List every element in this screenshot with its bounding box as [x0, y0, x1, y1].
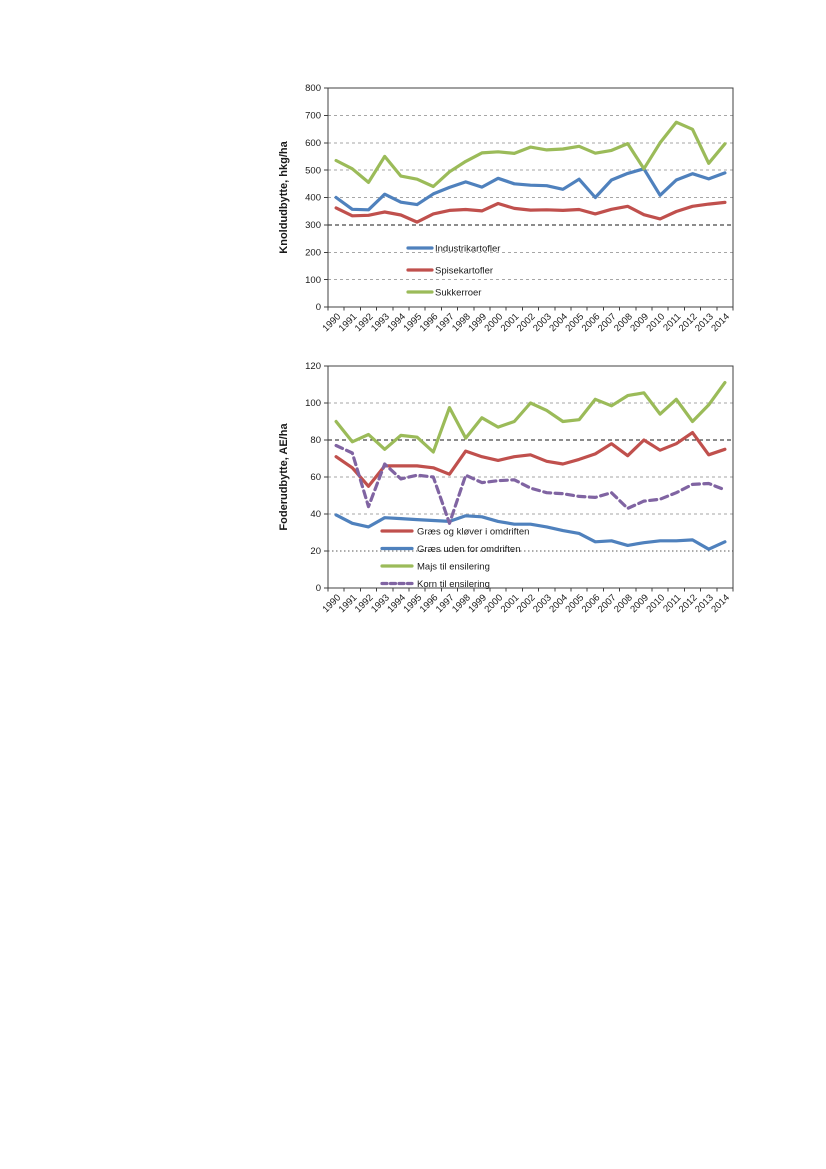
y-tick-label: 200 [305, 247, 321, 259]
x-tick-label: 1998 [450, 311, 473, 335]
y-tick-label: 100 [305, 274, 321, 286]
x-tick-label: 2004 [547, 592, 571, 616]
x-tick-label: 2005 [563, 311, 587, 335]
legend-label: Industrikartofler [435, 243, 501, 255]
series-line-majs-til-ensilering [336, 383, 725, 452]
x-tick-label: 2006 [579, 592, 603, 616]
legend-label: Græs uden for omdriften [417, 543, 521, 555]
x-tick-label: 1991 [336, 311, 360, 335]
x-tick-label: 2013 [693, 311, 716, 335]
x-tick-label: 2012 [676, 311, 700, 335]
y-tick-label: 100 [305, 398, 321, 410]
x-tick-label: 1996 [417, 592, 441, 616]
x-tick-label: 1994 [385, 311, 409, 335]
legend-label: Spisekartofler [435, 265, 494, 277]
x-tick-label: 2010 [644, 592, 668, 616]
x-tick-label: 2008 [612, 311, 635, 335]
x-tick-label: 2002 [514, 311, 538, 335]
x-tick-label: 1996 [417, 311, 441, 335]
x-tick-label: 2010 [644, 311, 668, 335]
x-tick-label: 2011 [661, 592, 684, 615]
x-tick-label: 2014 [709, 592, 733, 616]
x-tick-label: 2007 [595, 311, 619, 335]
y-tick-label: 120 [305, 361, 321, 373]
x-tick-label: 1993 [369, 311, 392, 335]
y-tick-label: 60 [310, 472, 321, 484]
x-tick-label: 1992 [352, 592, 376, 616]
x-tick-label: 1999 [466, 311, 490, 335]
y-tick-label: 0 [315, 302, 321, 314]
y-tick-label: 80 [310, 435, 321, 447]
series-line-industrikartofler [336, 169, 725, 210]
x-tick-label: 2009 [628, 592, 652, 616]
x-tick-label: 1992 [352, 311, 376, 335]
legend-label: Sukkerroer [435, 287, 482, 299]
x-tick-label: 2000 [482, 592, 506, 616]
x-tick-label: 1991 [336, 592, 360, 616]
x-tick-label: 2013 [693, 592, 716, 616]
y-axis-title: Foderudbytte, AE/ha [278, 423, 290, 531]
x-tick-label: 2001 [498, 311, 522, 335]
x-tick-label: 2003 [531, 592, 554, 616]
y-tick-label: 700 [305, 110, 321, 122]
y-tick-label: 20 [310, 546, 321, 558]
gridlines [328, 403, 733, 551]
series-line-sukkerroer [336, 122, 725, 186]
x-tick-label: 2008 [612, 592, 635, 616]
legend [382, 526, 529, 590]
x-tick-label: 2005 [563, 592, 587, 616]
x-tick-label: 2002 [514, 592, 538, 616]
y-tick-label: 300 [305, 220, 321, 232]
x-tick-label: 2006 [579, 311, 603, 335]
y-tick-label: 0 [315, 583, 321, 595]
series-line-korn-til-ensilering [336, 446, 725, 524]
x-tick-label: 1999 [466, 592, 490, 616]
axes [305, 361, 733, 615]
y-tick-label: 40 [310, 509, 321, 521]
y-tick-label: 800 [305, 83, 321, 95]
series-line-spisekartofler [336, 202, 725, 222]
knoldudbytte-line-chart [270, 75, 745, 360]
x-tick-label: 2007 [595, 592, 619, 616]
x-tick-label: 2014 [709, 311, 733, 335]
x-tick-label: 1994 [385, 592, 409, 616]
x-tick-label: 2001 [498, 592, 522, 616]
y-axis-title: Knoldudbytte, hkg/ha [278, 141, 290, 254]
x-tick-label: 1998 [450, 592, 473, 616]
x-tick-label: 2004 [547, 311, 571, 335]
legend-label: Græs og kløver i omdriften [417, 526, 530, 538]
x-tick-label: 2012 [676, 592, 700, 616]
x-tick-label: 1995 [401, 311, 425, 335]
legend-label: Majs til ensilering [417, 561, 490, 573]
x-tick-label: 1997 [433, 311, 457, 335]
x-tick-label: 2011 [661, 311, 684, 334]
y-tick-label: 500 [305, 165, 321, 177]
y-tick-label: 400 [305, 192, 321, 204]
y-tick-label: 600 [305, 137, 321, 149]
x-tick-label: 1997 [433, 592, 457, 616]
x-tick-label: 1995 [401, 592, 425, 616]
legend-label: Korn til ensilering [417, 578, 490, 590]
x-tick-label: 1990 [320, 311, 344, 335]
x-tick-label: 2003 [531, 311, 554, 335]
foderudbytte-line-chart [270, 355, 745, 640]
legend [408, 243, 500, 298]
x-tick-label: 2009 [628, 311, 652, 335]
x-tick-label: 1990 [320, 592, 344, 616]
x-tick-label: 2000 [482, 311, 506, 335]
x-tick-label: 1993 [369, 592, 392, 616]
